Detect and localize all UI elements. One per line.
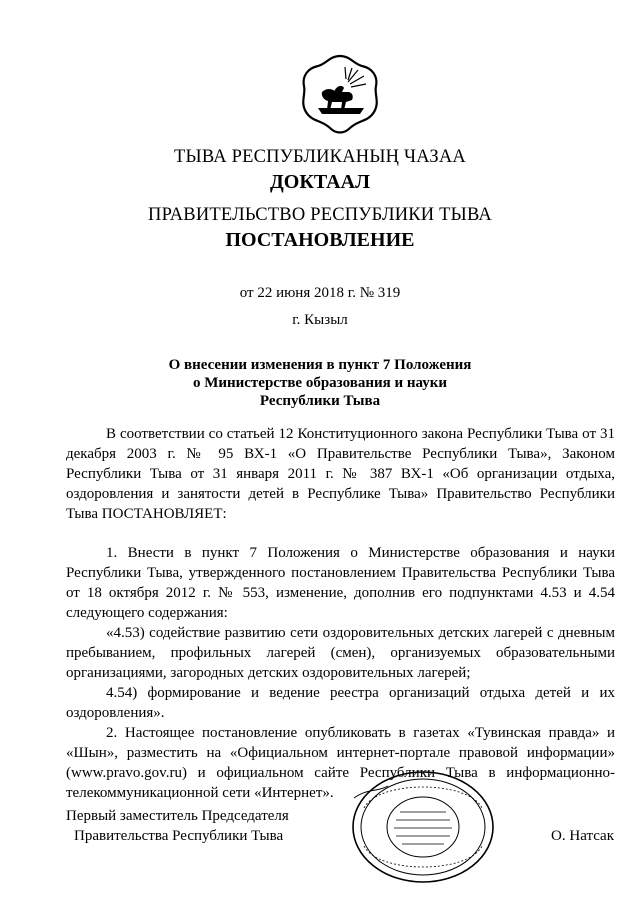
russian-document-type: ПОСТАНОВЛЕНИЕ [225, 229, 415, 251]
tyva-document-type: ДОКТААЛ [270, 171, 370, 193]
republic-of-tuva-emblem-icon [298, 52, 382, 136]
item-1-paragraph: 1. Внести в пункт 7 Положения о Министерстве образования и науки Республики Тыва, утвержденного постановлением Правительства Республики Тыва от 18 октября 2012 г. № 553, изменение, дополнив его подпунктами 4.53 и 4.54 следующего содержания: [66, 545, 615, 621]
position-line: Правительства Республики Тыва [74, 828, 284, 844]
item-2-paragraph: 2. Настоящее постановление опубликовать в газетах «Тувинская правда» и «Шын», разместить на «Официальном интернет-портале правовой информации» (www.pravo.gov.ru) и официальном сайте Республики Тыва в информационно-телекоммуникационной сети «Интернет». [66, 725, 615, 801]
preamble-paragraph: В соответствии со статьей 12 Конституционного закона Республики Тыва от 31 декабря 2003 г. № 95 ВХ-1 «О Правительстве Республики Тыва», Законом Республики Тыва от 31 января 2011 г. № 387 ВХ-1 «Об организации отдыха, оздоровления и занятости детей в Республике Тыва» Правительство Республики Тыва ПОСТАНОВЛЯЕТ: [66, 426, 615, 522]
subitem-4-53-paragraph: «4.53) содействие развитию сети оздоровительных детских лагерей с дневным пребыванием, профильных лагерей (смен), организуемых образовательными организациями, загородных детских оздоровительных лагерей; [66, 625, 615, 681]
position-line: Первый заместитель Председателя [66, 808, 289, 824]
subitem-4-54-paragraph: 4.54) формирование и ведение реестра организаций отдыха детей и их оздоровления». [66, 685, 615, 721]
signatory-position [66, 806, 289, 846]
title-line: О внесении изменения в пункт 7 Положения [168, 357, 472, 373]
signatory-name: О. Натсак [551, 828, 614, 844]
title-line: о Министерстве образования и науки [192, 375, 448, 391]
official-stamp-icon [348, 768, 498, 886]
document-title [0, 356, 640, 410]
russian-authority-name: ПРАВИТЕЛЬСТВО РЕСПУБЛИКИ ТЫВА [148, 205, 492, 225]
title-line: Республики Тыва [259, 393, 381, 409]
preamble-section [66, 424, 615, 524]
document-date-number: от 22 июня 2018 г. № 319 [239, 285, 401, 301]
resolution-items [66, 543, 615, 803]
document-city: г. Кызыл [292, 312, 348, 328]
tyva-authority-name: ТЫВА РЕСПУБЛИКАНЫҢ ЧАЗАА [174, 147, 466, 167]
